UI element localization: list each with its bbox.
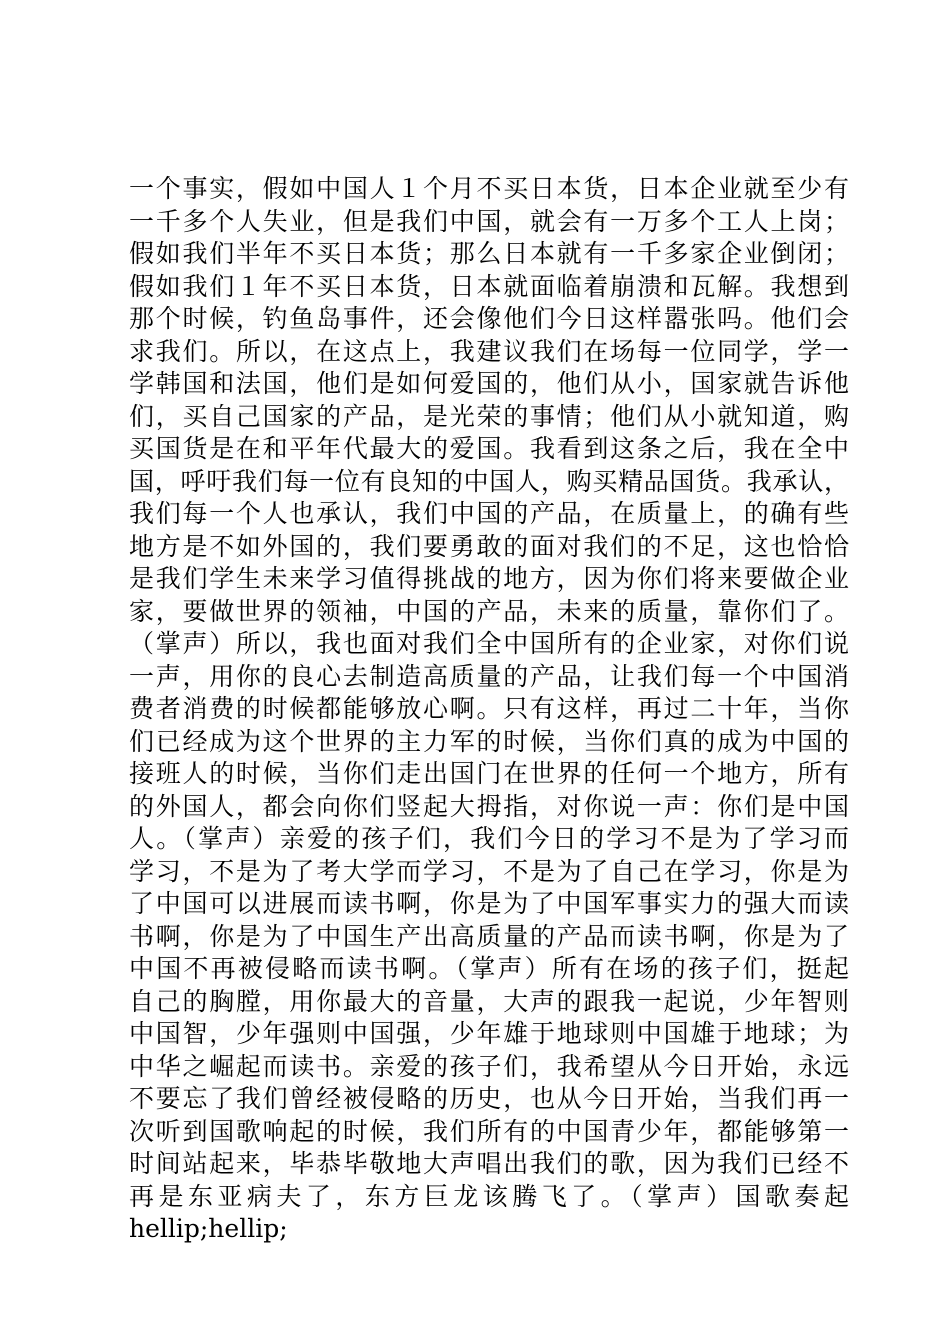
text-line: 一个事实，假如中国人１个月不买日本货，日本企业就至少有 (129, 174, 849, 203)
text-line: 家，要做世界的领袖，中国的产品，未来的质量，靠你们了。 (129, 596, 849, 626)
text-line: 书啊，你是为了中国生产出高质量的产品而读书啊，你是为了 (129, 921, 849, 951)
text-line: 地方是不如外国的，我们要勇敢的面对我们的不足，这也恰恰 (129, 531, 849, 561)
text-line: 中国智，少年强则中国强，少年雄于地球则中国雄于地球；为 (129, 1019, 849, 1048)
text-line: 假如我们半年不买日本货；那么日本就有一千多家企业倒闭； (129, 239, 849, 268)
text-line: 接班人的时候，当你们走出国门在世界的任何一个地方，所有 (129, 759, 849, 788)
text-line: 不要忘了我们曾经被侵略的历史，也从今日开始，当我们再一 (129, 1084, 849, 1113)
text-line: 们，买自己国家的产品，是光荣的事情；他们从小就知道，购 (129, 401, 849, 431)
body-text (129, 173, 849, 1246)
text-line: （掌声）所以，我也面对我们全中国所有的企业家，对你们说 (129, 629, 849, 658)
text-line: 人。（掌声）亲爱的孩子们，我们今日的学习不是为了学习而 (129, 824, 849, 853)
text-line: 的外国人，都会向你们竖起大拇指，对你说一声：你们是中国 (129, 791, 849, 821)
text-line: 我们每一个人也承认，我们中国的产品，在质量上，的确有些 (129, 499, 849, 528)
text-line: 中国不再被侵略而读书啊。（掌声）所有在场的孩子们，挺起 (129, 954, 849, 983)
text-line: hellip;hellip; (129, 1214, 288, 1243)
text-line: 学习，不是为了考大学而学习，不是为了自己在学习，你是为 (129, 856, 849, 886)
text-line: 是我们学生未来学习值得挑战的地方，因为你们将来要做企业 (129, 564, 849, 593)
text-line: 再是东亚病夫了，东方巨龙该腾飞了。（掌声）国歌奏起 (129, 1181, 849, 1211)
text-line: 们已经成为这个世界的主力军的时候，当你们真的成为中国的 (129, 726, 849, 756)
text-line: 自己的胸膛，用你最大的音量，大声的跟我一起说，少年智则 (129, 986, 849, 1016)
text-line: 中华之崛起而读书。亲爱的孩子们，我希望从今日开始，永远 (129, 1051, 849, 1081)
text-line: 假如我们１年不买日本货，日本就面临着崩溃和瓦解。我想到 (129, 271, 849, 301)
text-line: 国，呼吁我们每一位有良知的中国人，购买精品国货。我承认， (129, 466, 849, 496)
text-line: 次听到国歌响起的时候，我们所有的中国青少年，都能够第一 (129, 1116, 849, 1146)
text-line: 买国货是在和平年代最大的爱国。我看到这条之后，我在全中 (129, 434, 849, 463)
text-line: 了中国可以进展而读书啊，你是为了中国军事实力的强大而读 (129, 889, 849, 918)
text-line: 学韩国和法国，他们是如何爱国的，他们从小，国家就告诉他 (129, 369, 849, 398)
text-line: 一千多个人失业，但是我们中国，就会有一万多个工人上岗； (129, 206, 849, 236)
text-line: 一声，用你的良心去制造高质量的产品，让我们每一个中国消 (129, 661, 849, 691)
text-line: 费者消费的时候都能够放心啊。只有这样，再过二十年，当你 (129, 694, 849, 723)
text-line: 求我们。所以，在这点上，我建议我们在场每一位同学，学一 (129, 336, 849, 366)
text-line: 那个时候，钓鱼岛事件，还会像他们今日这样嚣张吗。他们会 (129, 304, 849, 333)
text-line: 时间站起来，毕恭毕敬地大声唱出我们的歌，因为我们已经不 (129, 1149, 849, 1178)
